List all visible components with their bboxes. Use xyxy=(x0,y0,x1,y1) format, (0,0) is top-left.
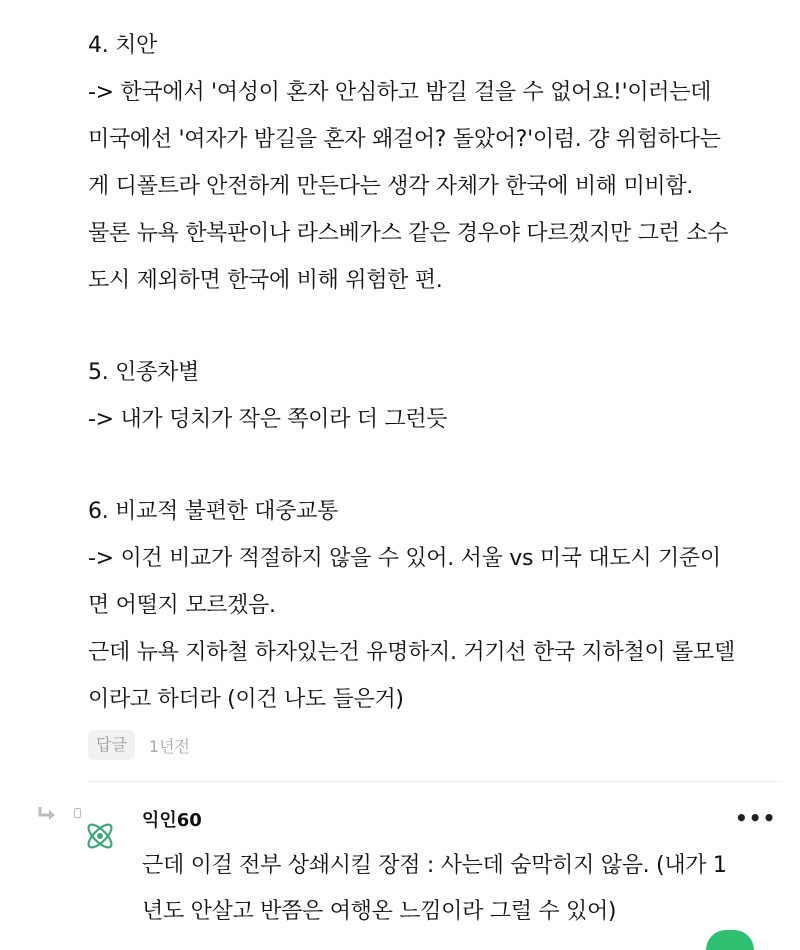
reply-line: 근데 이걸 전부 상쇄시킬 장점 : 사는데 숨막히지 않음. (내가 1 xyxy=(142,853,727,878)
comment-line: 물론 뉴욕 한복판이나 라스베가스 같은 경우야 다르겠지만 그런 소수 xyxy=(88,221,729,246)
comment-line: 4. 치안 xyxy=(88,33,157,58)
comment-line: -> 한국에서 '여성이 혼자 안심하고 밤길 걸을 수 없어요!'이러는데 xyxy=(88,80,712,105)
comment-line: -> 내가 덩치가 작은 쪽이라 더 그런듯 xyxy=(88,407,448,432)
comment-line: 이라고 하더라 (이건 나도 들은거) xyxy=(88,687,404,712)
comment-line: 미국에선 '여자가 밤길을 혼자 왜걸어? 돌았어?'이럼. 걍 위험하다는 xyxy=(88,127,721,152)
avatar-atom-icon[interactable] xyxy=(82,818,118,854)
comment-line: 게 디폴트라 안전하게 만든다는 생각 자체가 한국에 비해 미비함. xyxy=(88,174,693,199)
comment-line: 근데 뉴욕 지하철 하자있는건 유명하지. 거기선 한국 지하철이 롤모델 xyxy=(88,640,735,665)
divider xyxy=(88,781,782,782)
comment-meta xyxy=(88,730,190,760)
reply-line: 년도 안살고 반쯤은 여행온 느낌이라 그럴 수 있어) xyxy=(142,899,617,924)
comment-line: 5. 인종차별 xyxy=(88,360,199,385)
more-options-icon[interactable]: ••• xyxy=(735,806,777,830)
reply-arrow-icon xyxy=(36,806,58,822)
reply-button[interactable]: 답글 xyxy=(88,730,135,760)
comment-body xyxy=(88,22,788,723)
thread-marker-icon xyxy=(74,808,81,818)
comment-timestamp: 1년전 xyxy=(148,736,191,756)
comment-line: 6. 비교적 불편한 대중교통 xyxy=(88,499,338,524)
comment-line: -> 이건 비교가 적절하지 않을 수 있어. 서울 vs 미국 대도시 기준이 xyxy=(88,546,721,571)
paragraph-gap xyxy=(88,443,788,488)
paragraph-gap xyxy=(88,304,788,349)
comment-line: 도시 제외하면 한국에 비해 위험한 편. xyxy=(88,268,443,293)
reply-body xyxy=(142,843,782,935)
comment-line: 면 어떨지 모르겠음. xyxy=(88,593,276,618)
reply-username[interactable]: 익인60 xyxy=(142,810,202,831)
